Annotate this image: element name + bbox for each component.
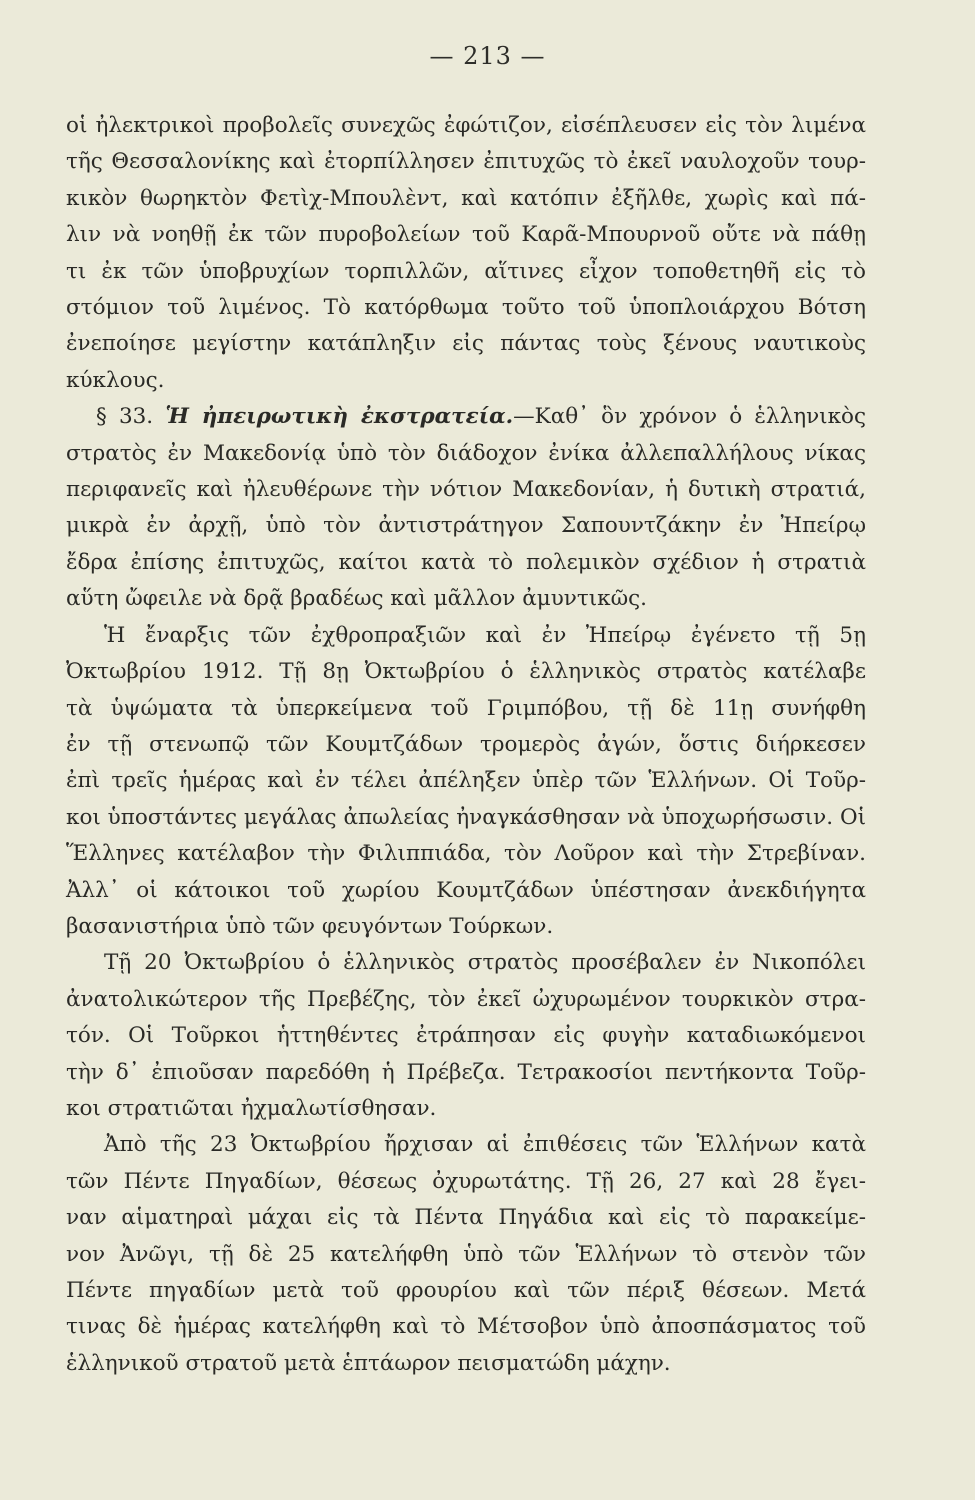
section-number: § 33. — [96, 404, 154, 430]
section-lead-text: —Καθ᾽ ὃν χρόνον ὁ ἑλληνικὸς — [513, 404, 866, 430]
text-line: τι ἐκ τῶν ὑποβρυχίων τορπιλλῶν, αἵτινες εἶχον τοποθετηθῆ εἰς τὸ — [66, 258, 866, 284]
text-line: στόμιον τοῦ λιμένος. Τὸ κατόρθωμα τοῦτο τοῦ ὑποπλοιάρχου Βότση — [66, 295, 866, 321]
text-line: Ἀλλ᾽ οἱ κάτοικοι τοῦ χωρίου Κουμτζάδων ὑπέστησαν ἀνεκδιήγητα — [66, 877, 866, 903]
text-line: κύκλους. — [66, 367, 165, 393]
text-line: νον Ἀνῶγι, τῇ δὲ 25 κατελήφθη ὑπὸ τῶν Ἑλλήνων τὸ στενὸν τῶν — [66, 1241, 866, 1267]
text-line: λιν νὰ νοηθῇ ἐκ τῶν πυροβολείων τοῦ Καρᾶ-Μπουρνοῦ οὔτε νὰ πάθῃ — [66, 222, 866, 248]
text-line: ἑλληνικοῦ στρατοῦ μετὰ ἑπτάωρον πεισματώδη μάχην. — [66, 1350, 671, 1376]
text-line: Ὀκτωβρίου 1912. Τῇ 8ῃ Ὀκτωβρίου ὁ ἑλληνικὸς στρατὸς κατέλαβε — [66, 659, 866, 685]
text-line: ἀνατολικώτερον τῆς Πρεβέζης, τὸν ἐκεῖ ὠχυρωμένον τουρκικὸν στρα- — [66, 986, 866, 1012]
text-line: κικὸν θωρηκτὸν Φετὶχ-Μπουλὲντ, καὶ κατόπιν ἐξῆλθε, χωρὶς καὶ πά- — [66, 185, 866, 211]
text-line: Ἀπὸ τῆς 23 Ὀκτωβρίου ἤρχισαν αἱ ἐπιθέσεις τῶν Ἑλλήνων κατὰ — [104, 1132, 866, 1158]
text-line: Πέντε πηγαδίων μετὰ τοῦ φρουρίου καὶ τῶν πέριξ θέσεων. Μετά — [66, 1278, 866, 1303]
section-title: Ἡ ἠπειρωτικὴ ἐκστρατεία. — [165, 404, 514, 430]
text-line: στρατὸς ἐν Μακεδονίᾳ ὑπὸ τὸν διάδοχον ἐνίκα ἀλλεπαλλήλους νίκας — [66, 440, 866, 466]
text-line: Τῇ 20 Ὀκτωβρίου ὁ ἑλληνικὸς στρατὸς προσέβαλεν ἐν Νικοπόλει — [104, 950, 866, 976]
text-line: τόν. Οἱ Τοῦρκοι ἡττηθέντες ἐτράπησαν εἰς φυγὴν καταδιωκόμενοι — [66, 1023, 866, 1049]
text-line: Ἕλληνες κατέλαβον τὴν Φιλιππιάδα, τὸν Λοῦρον καὶ τὴν Στρεβίναν. — [66, 841, 866, 867]
text-line: Ἡ ἔναρξις τῶν ἐχθροπραξιῶν καὶ ἐν Ἠπείρῳ ἐγένετο τῇ 5ῃ — [104, 622, 866, 648]
text-line: ναν αἱματηραὶ μάχαι εἰς τὰ Πέντα Πηγάδια καὶ εἰς τὸ παρακείμε- — [66, 1205, 866, 1231]
text-line: τῶν Πέντε Πηγαδίων, θέσεως ὀχυρωτάτης. Τῇ 26, 27 καὶ 28 ἔγει- — [66, 1168, 866, 1194]
text-line: τῆς Θεσσαλονίκης καὶ ἐτορπίλλησεν ἐπιτυχῶς τὸ ἐκεῖ ναυλοχοῦν τουρ- — [66, 149, 866, 175]
body-text — [66, 108, 866, 1382]
text-line: κοι ὑποστάντες μεγάλας ἀπωλείας ἠναγκάσθησαν νὰ ὑποχωρήσωσιν. Οἱ — [66, 804, 866, 830]
text-line: μικρὰ ἐν ἀρχῇ, ὑπὸ τὸν ἀντιστράτηγον Σαπουντζάκην ἐν Ἠπείρῳ — [66, 513, 866, 539]
text-line: κοι στρατιῶται ἠχμαλωτίσθησαν. — [66, 1095, 437, 1121]
text-line: ἐνεποίησε μεγίστην κατάπληξιν εἰς πάντας τοὺς ξένους ναυτικοὺς — [66, 331, 866, 357]
section-heading-line — [66, 399, 866, 435]
text-line: ἐν τῇ στενωπῷ τῶν Κουμτζάδων τρομερὸς ἀγών, ὅστις διήρκεσεν — [66, 731, 866, 757]
text-line: οἱ ἠλεκτρικοὶ προβολεῖς συνεχῶς ἐφώτιζον, εἰσέπλευσεν εἰς τὸν λιμένα — [66, 113, 866, 138]
text-line: τινας δὲ ἡμέρας κατελήφθη καὶ τὸ Μέτσοβον ὑπὸ ἀποσπάσματος τοῦ — [66, 1314, 866, 1340]
text-line: ἔδρα ἐπίσης ἐπιτυχῶς, καίτοι κατὰ τὸ πολεμικὸν σχέδιον ἡ στρατιὰ — [66, 549, 866, 575]
text-line: τὴν δ᾽ ἐπιοῦσαν παρεδόθη ἡ Πρέβεζα. Τετρακοσίοι πεντήκοντα Τοῦρ- — [66, 1059, 866, 1085]
text-line: αὕτη ὤφειλε νὰ δρᾷ βραδέως καὶ μᾶλλον ἀμυντικῶς. — [66, 586, 648, 612]
text-line: τὰ ὑψώματα τὰ ὑπερκείμενα τοῦ Γριμπόβου, τῇ δὲ 11ῃ συνήφθη — [66, 695, 866, 721]
text-line: ἐπὶ τρεῖς ἡμέρας καὶ ἐν τέλει ἀπέληξεν ὑπὲρ τῶν Ἑλλήνων. Οἱ Τοῦρ- — [66, 768, 866, 794]
page-number: — 213 — — [429, 42, 546, 70]
text-line: βασανιστήρια ὑπὸ τῶν φευγόντων Τούρκων. — [66, 913, 554, 939]
text-line: περιφανεῖς καὶ ἠλευθέρωνε τὴν νότιον Μακεδονίαν, ἡ δυτικὴ στρατιά, — [66, 477, 866, 503]
